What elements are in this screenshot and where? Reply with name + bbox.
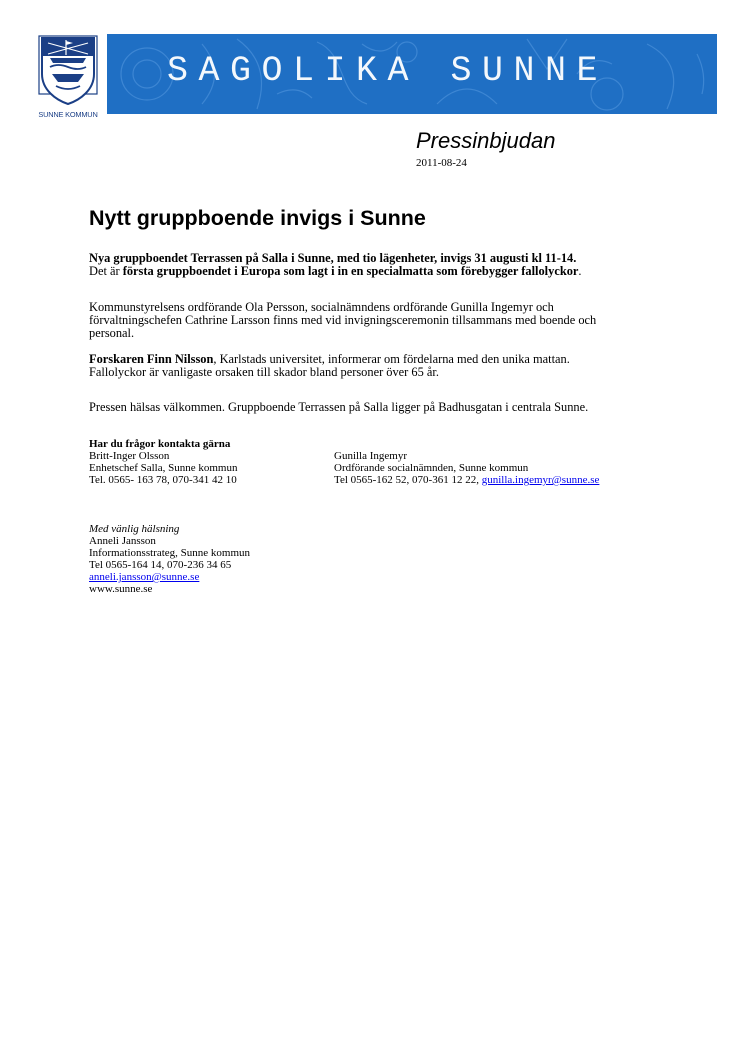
researcher-paragraph — [89, 353, 570, 379]
lead-line-1: Nya gruppboendet Terrassen på Salla i Sunne, med tio lägenheter, invigs 31 augusti kl 11-14. — [89, 251, 577, 265]
contact-right — [334, 450, 599, 486]
paragraph-line: Fallolyckor är vanligaste orsaken till skador bland personer över 65 år. — [89, 365, 439, 379]
lead-paragraph — [89, 252, 582, 278]
signoff — [89, 523, 250, 595]
coat-of-arms-icon — [36, 34, 100, 110]
contact-name: Britt-Inger Olsson — [89, 450, 170, 462]
sagolika-sunne-banner — [107, 34, 717, 114]
welcome-paragraph — [89, 401, 588, 414]
lead-line-2-bold: första gruppboendet i Europa som lagt i in en specialmatta som förebygger fallolyckor — [122, 264, 579, 278]
contact-name: Gunilla Ingemyr — [334, 450, 408, 462]
contacts-heading: Har du frågor kontakta gärna — [89, 438, 231, 450]
page-title: Nytt gruppboende invigs i Sunne — [89, 206, 426, 230]
sunne-kommun-logo — [36, 34, 100, 120]
signoff-name: Anneli Jansson — [89, 535, 156, 547]
crest-label: SUNNE KOMMUN — [38, 110, 98, 119]
contact-phone: Tel. 0565- 163 78, 070-341 42 10 — [89, 474, 237, 486]
paragraph-line: Kommunstyrelsens ordförande Ola Persson, socialnämndens ordförande Gunilla Ingemyr och — [89, 300, 554, 314]
document-type: Pressinbjudan — [416, 128, 556, 153]
paragraph-line: , Karlstads universitet, informerar om fördelarna med den unika mattan. — [213, 352, 570, 366]
signoff-phone: Tel 0565-164 14, 070-236 34 65 — [89, 559, 232, 571]
email-link-anneli[interactable]: anneli.jansson@sunne.se — [89, 571, 200, 583]
lead-line-2-post: . — [578, 264, 582, 278]
lead-line-2-pre: Det är — [89, 264, 123, 278]
signoff-title: Informationsstrateg, Sunne kommun — [89, 547, 251, 559]
contact-title: Enhetschef Salla, Sunne kommun — [89, 462, 238, 474]
document-date: 2011-08-24 — [416, 157, 467, 169]
signoff-greeting: Med vänlig hälsning — [89, 523, 180, 535]
contact-phone: Tel 0565-162 52, 070-361 12 22, — [334, 474, 482, 486]
banner-title: SAGOLIKA SUNNE — [167, 51, 609, 91]
contact-left — [89, 438, 237, 486]
paragraph-line: förvaltningschefen Cathrine Larsson finns med vid invigningsceremonin tillsammans med boende och — [89, 313, 597, 327]
contact-title: Ordförande socialnämnden, Sunne kommun — [334, 462, 529, 474]
paragraph-line: Pressen hälsas välkommen. Gruppboende Terrassen på Salla ligger på Badhusgatan i centrala Sunne. — [89, 400, 589, 414]
website-text: www.sunne.se — [89, 583, 153, 595]
researcher-name: Forskaren Finn Nilsson — [89, 352, 214, 366]
paragraph-line: personal. — [89, 326, 135, 340]
email-link-gunilla[interactable]: gunilla.ingemyr@sunne.se — [481, 474, 600, 486]
participants-paragraph — [89, 301, 596, 340]
